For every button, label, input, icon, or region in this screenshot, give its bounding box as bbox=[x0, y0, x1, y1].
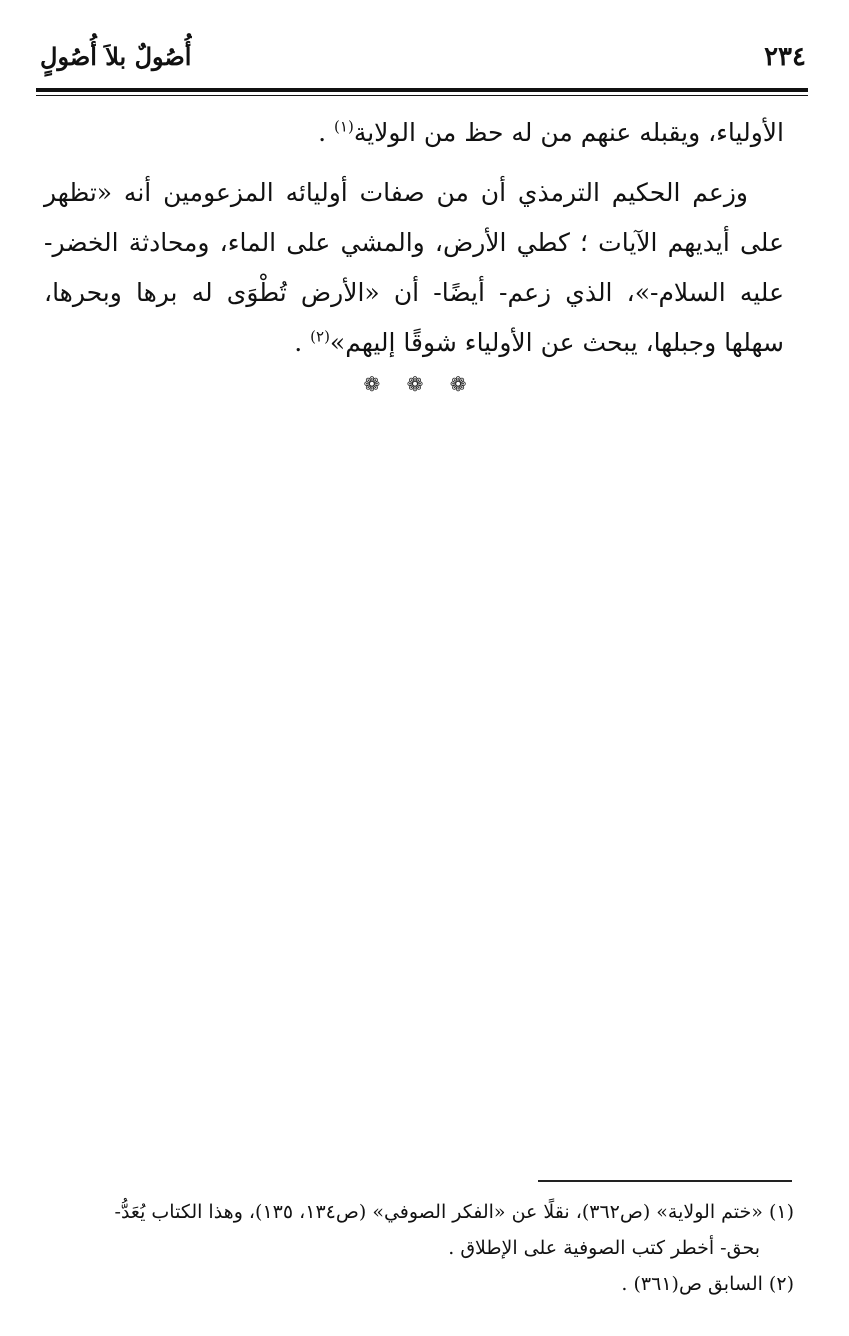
footnote-1-line-2: بحق- أخطر كتب الصوفية على الإطلاق . bbox=[448, 1237, 760, 1259]
flower-ornament-icon: ❁ bbox=[363, 372, 391, 396]
page-number: ٢٣٤ bbox=[764, 42, 806, 72]
flower-ornament-icon: ❁ bbox=[449, 372, 477, 396]
header-rule-thick bbox=[36, 88, 808, 92]
footnote-1-line-1: (١) «ختم الولاية» (ص٣٦٢)، نقلًا عن «الفكر الصوفي» (ص١٣٤، ١٣٥)، وهذا الكتاب يُعَدُّ- bbox=[114, 1201, 794, 1223]
paragraph-1-end: . bbox=[318, 118, 335, 147]
paragraph-1-text: الأولياء، ويقبله عنهم من له حظ من الولاية bbox=[353, 118, 784, 147]
running-title: أُصُولٌ بلاَ أُصُولٍ bbox=[40, 42, 192, 71]
footnote-ref-1: (١) bbox=[334, 117, 354, 136]
footnote-2: (٢) السابق ص(٣٦١) . bbox=[621, 1273, 794, 1295]
footnote-separator bbox=[538, 1180, 792, 1182]
page-header bbox=[36, 40, 806, 84]
paragraph-2-end: . bbox=[294, 328, 311, 357]
paragraph-2-text: وزعم الحكيم الترمذي أن من صفات أوليائه المزعومين أنه «تظهر على أيديهم الآيات ؛ كطي الأرض، والمشي على الماء، ومحادثة الخضر- عليه السلام-»، الذي زعم- أيضًا- أن «الأرض تُطْوَى له برها وبحرها، سهلها وجبلها، يبحث عن الأولياء شوقًا إليهم» bbox=[44, 178, 784, 357]
header-rule-thin bbox=[36, 95, 808, 96]
paragraph-1 bbox=[44, 108, 784, 158]
section-ornaments bbox=[340, 372, 500, 412]
footnotes bbox=[44, 1194, 794, 1302]
flower-ornament-icon: ❁ bbox=[406, 372, 434, 396]
footnote-ref-2: (٢) bbox=[310, 327, 330, 346]
main-text bbox=[44, 108, 784, 368]
paragraph-2 bbox=[44, 168, 784, 368]
